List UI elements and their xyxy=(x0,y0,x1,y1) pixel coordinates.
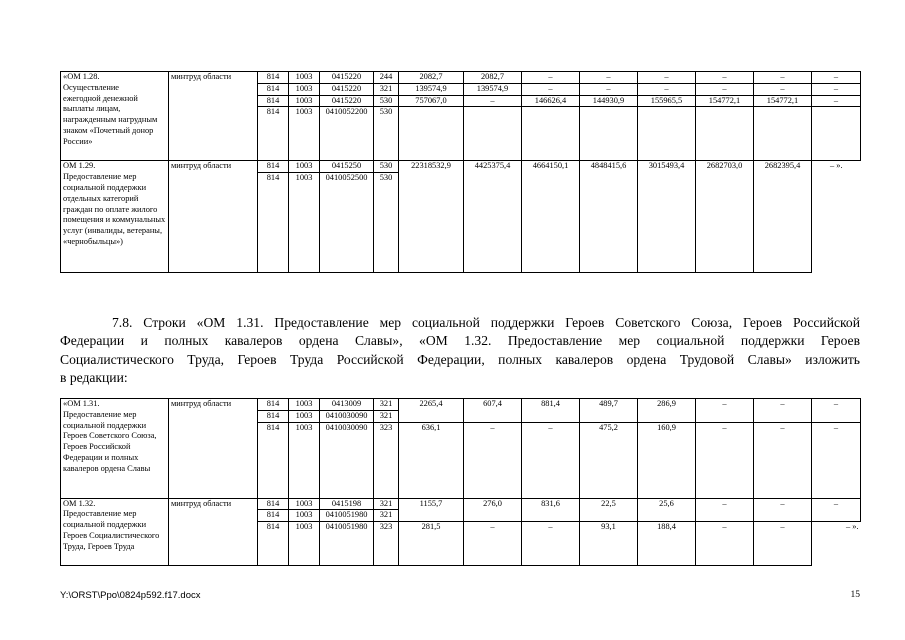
table-row xyxy=(61,399,861,411)
value-cell: – xyxy=(696,399,754,423)
value-cell: – xyxy=(812,72,861,84)
code-cell: 244 xyxy=(374,72,399,84)
code-cell: 530 xyxy=(374,107,399,161)
measure-code: ОМ 1.29. xyxy=(63,161,96,171)
value-cell: 146626,4 xyxy=(522,95,580,107)
value-cell: – xyxy=(812,83,861,95)
paragraph-line: Федерации и полных кавалеров ордена Славы», «ОМ 1.32. Предоставление мер социальной поддержки Героев xyxy=(60,333,860,349)
code-cell: 814 xyxy=(258,72,289,84)
code-cell: 321 xyxy=(374,399,399,411)
executor-cell: минтруд области xyxy=(169,399,258,499)
measure-text-line: Осуществление xyxy=(63,82,120,92)
value-cell: 2265,4 xyxy=(399,399,464,423)
value-cell: – xyxy=(754,522,812,566)
code-cell: 1003 xyxy=(289,522,320,566)
code-cell: 0415220 xyxy=(320,83,374,95)
code-cell: 814 xyxy=(258,498,289,510)
code-cell: 0410052200 xyxy=(320,107,374,161)
value-cell: – xyxy=(464,422,522,498)
value-cell: 25,6 xyxy=(638,498,696,522)
value-cell xyxy=(580,107,638,161)
measure-name-cell xyxy=(61,399,169,499)
code-cell: 0415220 xyxy=(320,95,374,107)
code-cell: 0410030090 xyxy=(320,410,374,422)
measure-name-cell xyxy=(61,161,169,273)
value-cell: 4848415,6 xyxy=(580,161,638,273)
value-cell: – xyxy=(754,498,812,522)
code-cell: 814 xyxy=(258,173,289,273)
value-cell: – xyxy=(754,83,812,95)
code-cell: 1003 xyxy=(289,510,320,522)
value-cell: 154772,1 xyxy=(696,95,754,107)
value-cell: – xyxy=(696,422,754,498)
measure-text-line: ежегодной денежной xyxy=(63,93,138,103)
value-cell: 188,4 xyxy=(638,522,696,566)
code-cell: 0410052500 xyxy=(320,173,374,273)
value-cell: – xyxy=(464,95,522,107)
value-cell xyxy=(464,107,522,161)
code-cell: 1003 xyxy=(289,161,320,173)
value-cell: – xyxy=(812,498,861,522)
value-cell: 475,2 xyxy=(580,422,638,498)
measure-code: «ОМ 1.31. xyxy=(63,399,100,408)
value-cell xyxy=(399,107,464,161)
value-cell: – xyxy=(812,399,861,423)
page-number: 15 xyxy=(850,590,860,600)
code-cell: 0410030090 xyxy=(320,422,374,498)
amendment-paragraph xyxy=(60,314,860,387)
measure-name-cell xyxy=(61,498,169,566)
value-cell: 831,6 xyxy=(522,498,580,522)
code-cell: 0413009 xyxy=(320,399,374,411)
code-cell: 814 xyxy=(258,399,289,411)
value-cell: – xyxy=(638,72,696,84)
table-row xyxy=(61,72,861,84)
value-cell xyxy=(638,107,696,161)
value-cell: – xyxy=(580,72,638,84)
measure-text-line: Предоставление мер xyxy=(63,509,137,519)
value-cell: 1155,7 xyxy=(399,498,464,522)
paragraph-line xyxy=(60,314,860,332)
measure-text-line: Предоставление мер социальной поддержки отдельных категорий граждан по оплате жилого помещения и коммунальных услуг (инвалиды, ветераны, «чернобыльцы») xyxy=(63,172,166,246)
value-cell: – xyxy=(812,422,861,498)
code-cell: 1003 xyxy=(289,95,320,107)
value-cell: – xyxy=(522,422,580,498)
value-cell: 281,5 xyxy=(399,522,464,566)
measure-text-line: социальной поддержки Героев Советского Союза, Героев Российской Федерации и полных кавалеров ордена Славы xyxy=(63,420,157,473)
code-cell: 321 xyxy=(374,410,399,422)
measure-code: «ОМ 1.28. xyxy=(63,72,100,81)
code-cell: 1003 xyxy=(289,72,320,84)
value-cell: 139574,9 xyxy=(464,83,522,95)
value-cell: – xyxy=(754,422,812,498)
code-cell: 1003 xyxy=(289,422,320,498)
value-cell: – xyxy=(754,399,812,423)
executor-cell: минтруд области xyxy=(169,72,258,161)
code-cell: 323 xyxy=(374,422,399,498)
value-cell: 636,1 xyxy=(399,422,464,498)
value-cell: 4664150,1 xyxy=(522,161,580,273)
code-cell: 1003 xyxy=(289,173,320,273)
code-cell: 323 xyxy=(374,522,399,566)
value-cell: – xyxy=(754,72,812,84)
budget-table-bottom xyxy=(60,398,861,566)
budget-table-top xyxy=(60,71,861,273)
value-cell: 607,4 xyxy=(464,399,522,423)
value-cell: 139574,9 xyxy=(399,83,464,95)
value-cell: 4425375,4 xyxy=(464,161,522,273)
code-cell: 0415250 xyxy=(320,161,374,173)
value-cell: 2082,7 xyxy=(399,72,464,84)
code-cell: 0410051980 xyxy=(320,510,374,522)
value-cell: – xyxy=(812,95,861,107)
value-cell: – xyxy=(522,522,580,566)
code-cell: 0415198 xyxy=(320,498,374,510)
value-cell xyxy=(812,107,861,161)
executor-cell: минтруд области xyxy=(169,161,258,273)
measure-name-cell xyxy=(61,72,169,161)
value-cell: – xyxy=(696,522,754,566)
value-cell: 154772,1 xyxy=(754,95,812,107)
paragraph-line: в редакции: xyxy=(60,369,128,385)
paragraph-text: 7.8. Строки «ОМ 1.31. Предоставление мер социальной поддержки Героев Советского Союза, Героев Российской xyxy=(112,315,860,330)
code-cell: 530 xyxy=(374,173,399,273)
code-cell: 321 xyxy=(374,83,399,95)
table-row xyxy=(61,161,861,173)
value-cell: 3015493,4 xyxy=(638,161,696,273)
code-cell: 814 xyxy=(258,510,289,522)
value-cell: 2682703,0 xyxy=(696,161,754,273)
value-cell: 22,5 xyxy=(580,498,638,522)
value-cell: 286,9 xyxy=(638,399,696,423)
code-cell: 814 xyxy=(258,83,289,95)
value-cell: – xyxy=(522,72,580,84)
code-cell: 321 xyxy=(374,510,399,522)
code-cell: 530 xyxy=(374,95,399,107)
value-cell: 93,1 xyxy=(580,522,638,566)
value-cell: – xyxy=(580,83,638,95)
value-cell: – xyxy=(696,72,754,84)
measure-text-line: Предоставление мер xyxy=(63,409,137,419)
executor-cell: минтруд области xyxy=(169,498,258,566)
measure-text-line: выплаты лицам, награжденным нагрудным знаком «Почетный донор России» xyxy=(63,104,158,146)
value-cell xyxy=(522,107,580,161)
value-cell: 2682395,4 xyxy=(754,161,812,273)
code-cell: 814 xyxy=(258,422,289,498)
value-cell: 144930,9 xyxy=(580,95,638,107)
code-cell: 321 xyxy=(374,498,399,510)
code-cell: 1003 xyxy=(289,83,320,95)
value-cell-open: – ». xyxy=(812,161,861,273)
paragraph-line: Социалистического Труда, Героев Труда Российской Федерации, полных кавалеров ордена Трудовой Славы» изложить xyxy=(60,351,860,367)
value-cell: 160,9 xyxy=(638,422,696,498)
code-cell: 814 xyxy=(258,107,289,161)
measure-code: ОМ 1.32. xyxy=(63,498,96,508)
value-cell xyxy=(696,107,754,161)
value-cell: – xyxy=(696,498,754,522)
code-cell: 1003 xyxy=(289,107,320,161)
table-row xyxy=(61,498,861,510)
value-cell-open: – ». xyxy=(812,522,861,566)
code-cell: 1003 xyxy=(289,399,320,411)
value-cell: 155965,5 xyxy=(638,95,696,107)
value-cell xyxy=(754,107,812,161)
value-cell: 22318532,9 xyxy=(399,161,464,273)
value-cell: – xyxy=(464,522,522,566)
code-cell: 814 xyxy=(258,410,289,422)
code-cell: 814 xyxy=(258,95,289,107)
value-cell: 757067,0 xyxy=(399,95,464,107)
value-cell: 881,4 xyxy=(522,399,580,423)
file-path: Y:\ORST\Ppo\0824p592.f17.docx xyxy=(60,590,201,601)
measure-text-line: социальной поддержки Героев Социалистического Труда, Героев Труда xyxy=(63,520,160,551)
value-cell: – xyxy=(638,83,696,95)
value-cell: 2082,7 xyxy=(464,72,522,84)
code-cell: 1003 xyxy=(289,498,320,510)
value-cell: – xyxy=(696,83,754,95)
value-cell: 276,0 xyxy=(464,498,522,522)
value-cell: 489,7 xyxy=(580,399,638,423)
code-cell: 1003 xyxy=(289,410,320,422)
code-cell: 530 xyxy=(374,161,399,173)
value-cell: – xyxy=(522,83,580,95)
code-cell: 0415220 xyxy=(320,72,374,84)
code-cell: 814 xyxy=(258,522,289,566)
code-cell: 0410051980 xyxy=(320,522,374,566)
code-cell: 814 xyxy=(258,161,289,173)
